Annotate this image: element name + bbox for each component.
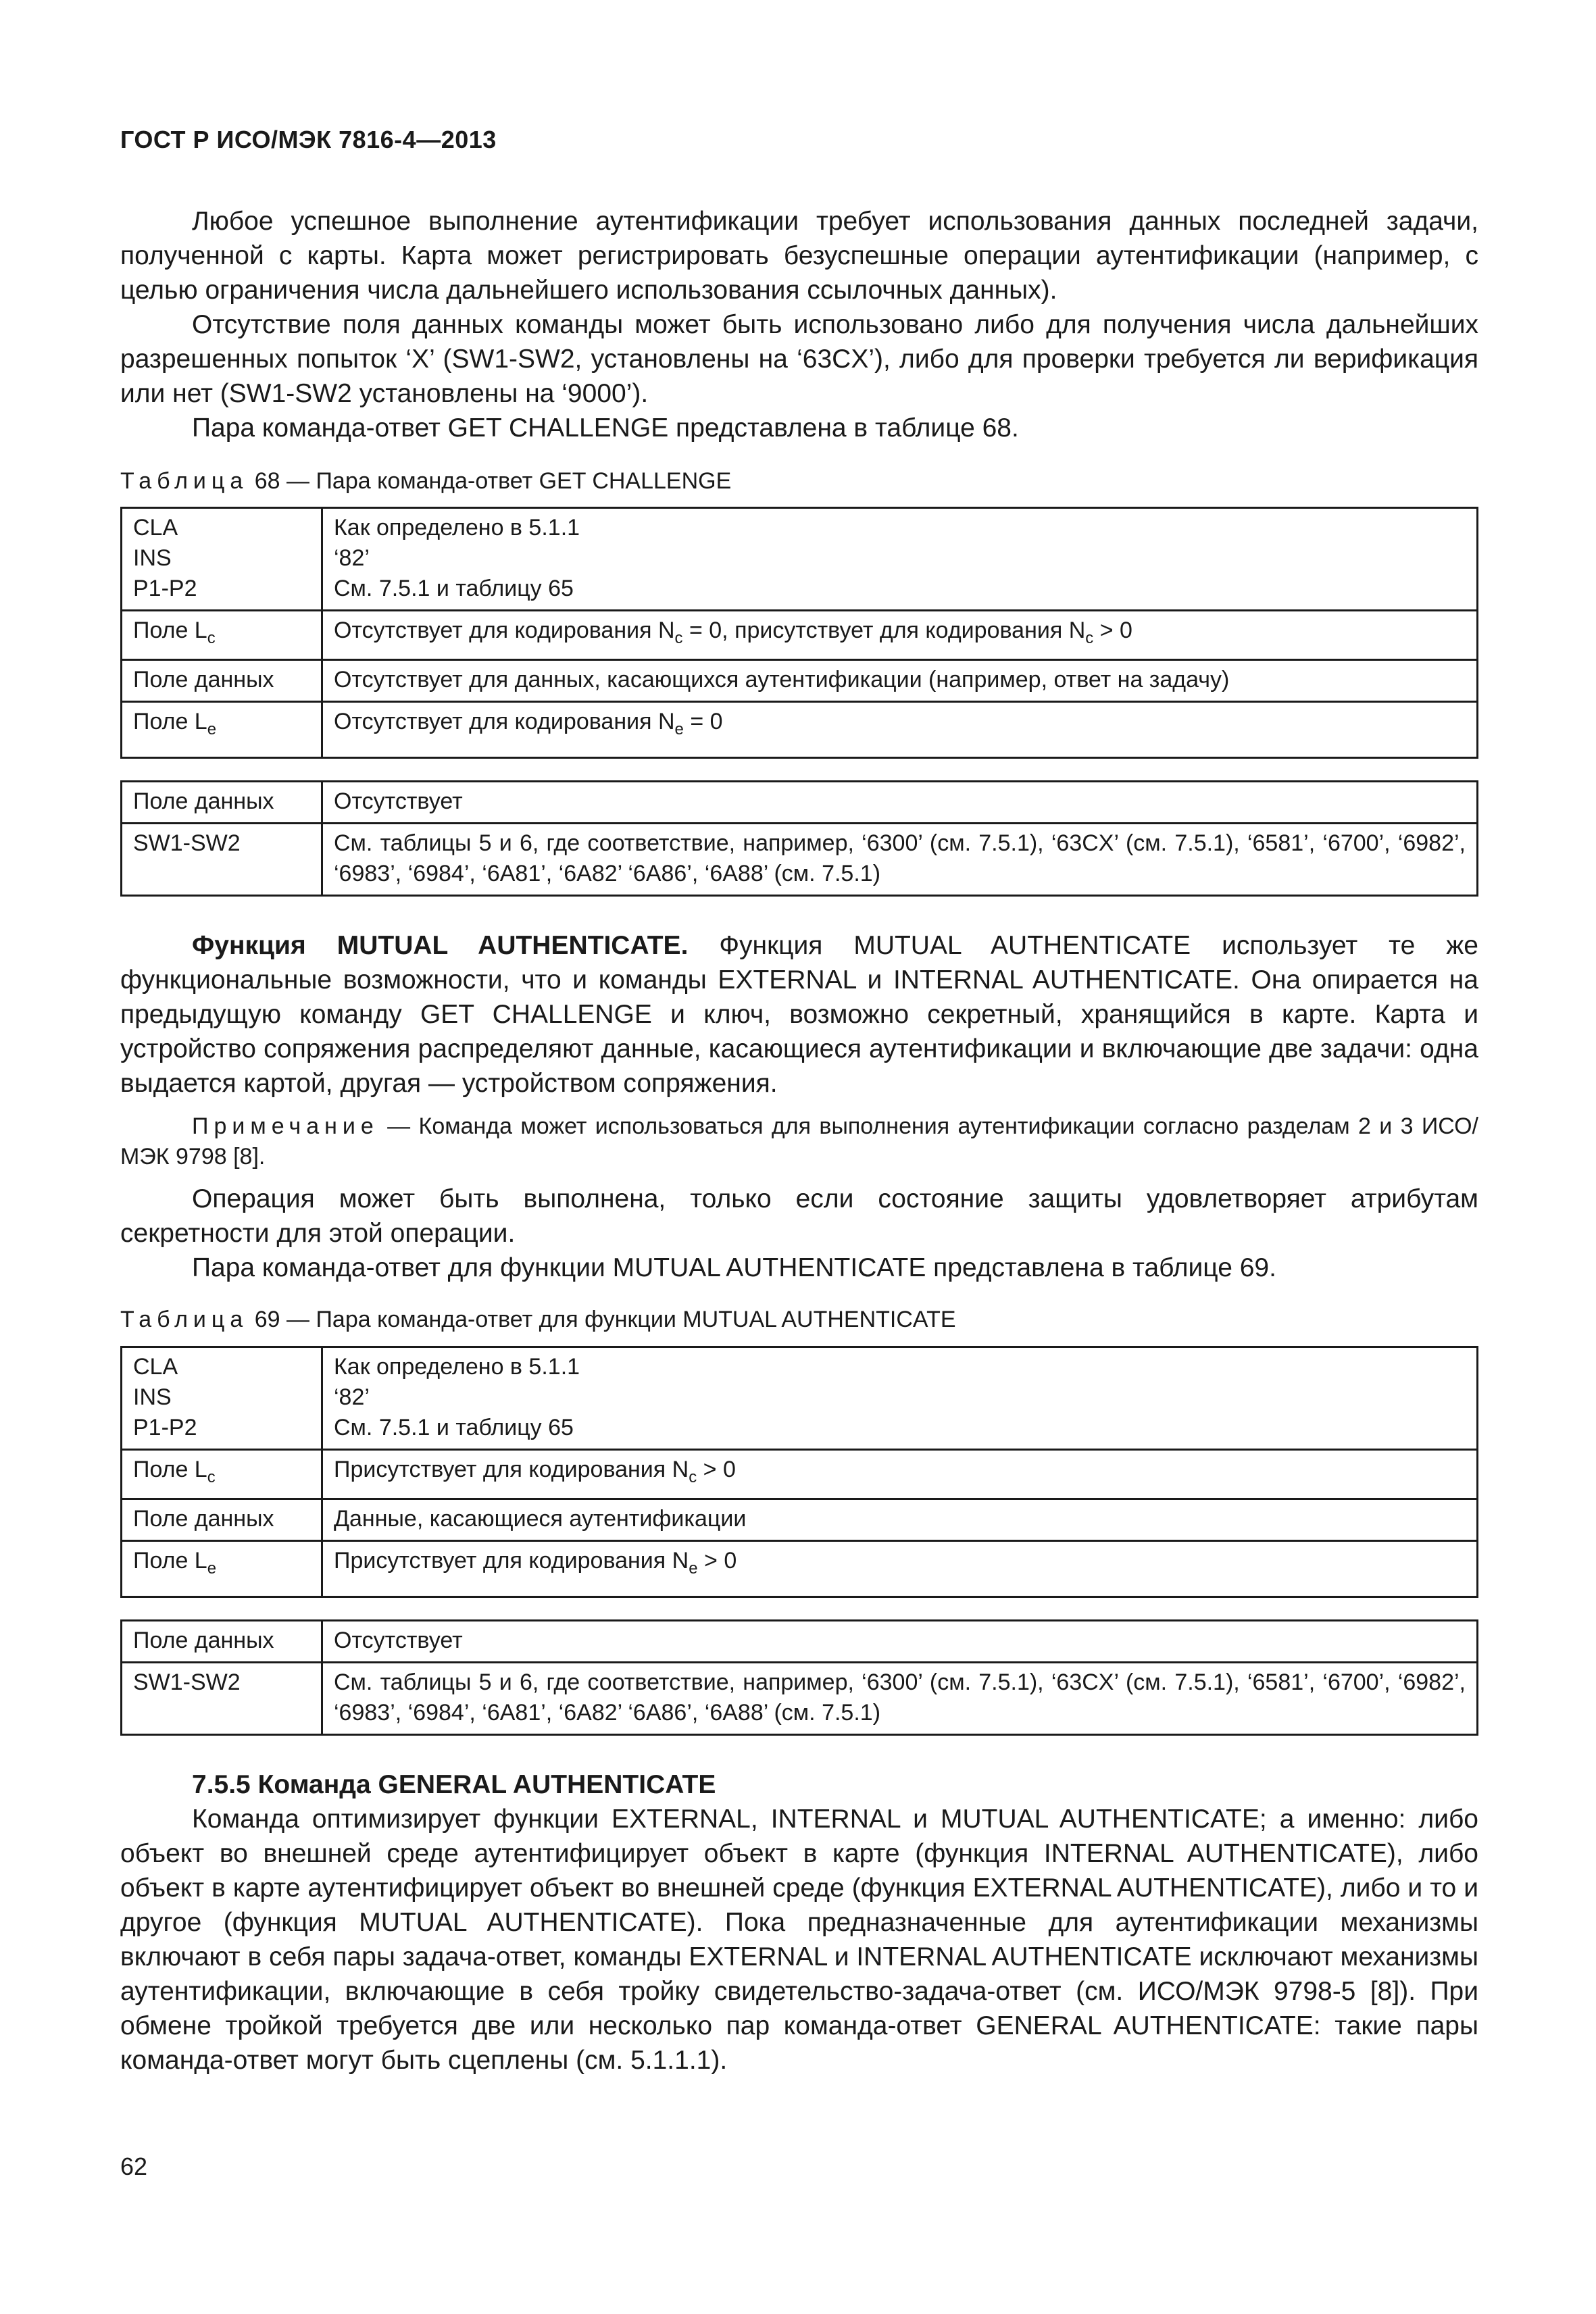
mutual-lead: Функция MUTUAL AUTHENTICATE. — [192, 931, 689, 960]
lc-label-cell — [122, 611, 322, 660]
table-row — [122, 1450, 1478, 1499]
p1p2-label: P1-P2 — [133, 1415, 197, 1440]
intro-section — [120, 204, 1478, 445]
table-row — [122, 1499, 1478, 1541]
le-label: Поле L — [133, 709, 207, 734]
lc-label: Поле L — [133, 618, 207, 643]
table-69-caption-prefix: Таблица — [120, 1307, 249, 1332]
le-value-cell — [322, 702, 1478, 758]
table-row — [122, 782, 1478, 824]
table-69-caption — [120, 1307, 956, 1333]
sw-value-cell: См. таблицы 5 и 6, где соответствие, например, ‘6300’ (см. 7.5.1), ‘63CX’ (см. 7.5.1), ‘6581’, ‘6700’, ‘6982’, ‘6983’, ‘6984’, ‘6A81’, ‘6A82’ ‘6A86’, ‘6A88’ (см. 7.5.1) — [322, 824, 1478, 896]
table-68-response — [120, 780, 1478, 897]
resp-data-label-cell: Поле данных — [122, 782, 322, 824]
ins-value: ‘82’ — [334, 1384, 370, 1410]
lc-label: Поле L — [133, 1457, 207, 1482]
table-69-caption-text: 69 — Пара команда-ответ для функции MUTUAL AUTHENTICATE — [248, 1307, 956, 1332]
general-paragraph-1: Команда оптимизирует функции EXTERNAL, INTERNAL и MUTUAL AUTHENTICATE; а именно: либо объект во внешней среде аутентифицирует объект в карте (функция INTERNAL AUTHENTICATE), либо объект в карте аутентифицирует объект во внешней среде (функция EXTERNAL AUTHENTICATE), либо и то и другое (функция MUTUAL AUTHENTICATE). Пока предназначенные для аутентификации механизмы включают в себя пары задача-ответ, команды EXTERNAL и INTERNAL AUTHENTICATE исключают механизмы аутентификации, включающие в себя тройку свидетельство-задача-ответ (см. ИСО/МЭК 9798-5 [8]). При обмене тройкой требуется две или несколько пар команда-ответ GENERAL AUTHENTICATE: такие пары команда-ответ могут быть сцеплены (см. 5.1.1.1). — [120, 1805, 1478, 2075]
lc-value-sub-2: c — [1085, 629, 1094, 647]
lc-value-cell — [322, 611, 1478, 660]
table-row — [122, 1541, 1478, 1597]
le-label-cell — [122, 1541, 322, 1597]
intro-paragraph-1: Любое успешное выполнение аутентификации требует использования данных последней задачи, полученной с карты. Карта может регистрировать безуспешные операции аутентификации (например, с целью ограничения числа дальнейшего использования ссылочных данных). — [120, 207, 1478, 305]
table-row — [122, 824, 1478, 896]
document-header: ГОСТ Р ИСО/МЭК 7816-4—2013 — [120, 126, 497, 153]
lc-label-cell — [122, 1450, 322, 1499]
sw-value-cell: См. таблицы 5 и 6, где соответствие, например, ‘6300’ (см. 7.5.1), ‘63CX’ (см. 7.5.1), ‘6581’, ‘6700’, ‘6982’, ‘6983’, ‘6984’, ‘6A81’, ‘6A82’ ‘6A86’, ‘6A88’ (см. 7.5.1) — [322, 1663, 1478, 1735]
mutual-section — [120, 928, 1478, 1285]
lc-label-sub: c — [207, 629, 216, 647]
ins-label: INS — [133, 545, 172, 571]
resp-data-value-cell: Отсутствует — [322, 782, 1478, 824]
page-number: 62 — [120, 2153, 148, 2180]
table-68-caption — [120, 468, 731, 495]
le-value-sub: e — [689, 1559, 698, 1578]
table-row — [122, 1621, 1478, 1663]
table-row — [122, 702, 1478, 758]
le-value-a: Отсутствует для кодирования N — [334, 709, 675, 734]
lc-value-sub-1: c — [674, 629, 683, 647]
table-cell-values — [322, 1347, 1478, 1450]
le-value-cell — [322, 1541, 1478, 1597]
cla-label: CLA — [133, 1354, 178, 1380]
intro-paragraph-2: Отсутствие поля данных команды может быть использовано либо для получения числа дальнейших разрешенных попыток ‘X’ (SW1-SW2, установлены на ‘63CX’), либо для проверки требуется ли верификация или нет (SW1-SW2 установлены на ‘9000’). — [120, 310, 1478, 408]
table-row — [122, 1347, 1478, 1450]
section-title: 7.5.5 Команда GENERAL AUTHENTICATE — [192, 1770, 716, 1799]
data-value-cell: Отсутствует для данных, касающихся аутентификации (например, ответ на задачу) — [322, 660, 1478, 702]
table-row — [122, 508, 1478, 611]
lc-value-cell — [322, 1450, 1478, 1499]
table-cell-labels — [122, 1347, 322, 1450]
lc-value-c: > 0 — [1093, 618, 1132, 643]
sw-label-cell: SW1-SW2 — [122, 824, 322, 896]
table-68-command — [120, 507, 1478, 759]
cla-value: Как определено в 5.1.1 — [334, 1354, 580, 1380]
table-68-caption-text: 68 — Пара команда-ответ GET CHALLENGE — [248, 468, 732, 494]
le-value-sub: e — [674, 720, 684, 738]
table-cell-values — [322, 508, 1478, 611]
table-cell-labels — [122, 508, 322, 611]
lc-value-a: Присутствует для кодирования N — [334, 1457, 689, 1482]
data-label-cell: Поле данных — [122, 660, 322, 702]
note-prefix: Примечание — [192, 1113, 379, 1139]
le-label-sub: e — [207, 720, 217, 738]
resp-data-value-cell: Отсутствует — [322, 1621, 1478, 1663]
lc-label-sub: c — [207, 1468, 216, 1486]
sw-label-cell: SW1-SW2 — [122, 1663, 322, 1735]
lc-value-sub: c — [689, 1468, 697, 1486]
le-label-cell — [122, 702, 322, 758]
mutual-note — [120, 1111, 1478, 1172]
cla-value: Как определено в 5.1.1 — [334, 515, 580, 540]
p1p2-label: P1-P2 — [133, 576, 197, 601]
general-section — [120, 1767, 1478, 2078]
mutual-paragraph-1 — [120, 928, 1478, 1101]
le-label-sub: e — [207, 1559, 217, 1578]
ins-value: ‘82’ — [334, 545, 370, 571]
mutual-paragraph-2: Операция может быть выполнена, только если состояние защиты удовлетворяет атрибутам секретности для этой операции. — [120, 1184, 1478, 1248]
table-69-response — [120, 1619, 1478, 1736]
le-value-a: Присутствует для кодирования N — [334, 1548, 689, 1574]
data-label-cell: Поле данных — [122, 1499, 322, 1541]
table-row — [122, 611, 1478, 660]
p1p2-value: См. 7.5.1 и таблицу 65 — [334, 1415, 574, 1440]
le-value-b: = 0 — [683, 709, 723, 734]
resp-data-label-cell: Поле данных — [122, 1621, 322, 1663]
table-row — [122, 660, 1478, 702]
le-label: Поле L — [133, 1548, 207, 1574]
lc-value-b: > 0 — [697, 1457, 736, 1482]
cla-label: CLA — [133, 515, 178, 540]
table-68-caption-prefix: Таблица — [120, 468, 249, 494]
ins-label: INS — [133, 1384, 172, 1410]
table-69-command — [120, 1346, 1478, 1598]
mutual-paragraph-3: Пара команда-ответ для функции MUTUAL AUTHENTICATE представлена в таблице 69. — [192, 1253, 1276, 1282]
lc-value-b: = 0, присутствует для кодирования N — [682, 618, 1086, 643]
lc-value-a: Отсутствует для кодирования N — [334, 618, 675, 643]
p1p2-value: См. 7.5.1 и таблицу 65 — [334, 576, 574, 601]
le-value-b: > 0 — [697, 1548, 737, 1574]
mutual-text: Функция MUTUAL AUTHENTICATE использует те же функциональные возможности, что и команды EXTERNAL и INTERNAL AUTHENTICATE. Она опирается на предыдущую команду GET CHALLENGE и ключ, возможно секретный, хранящийся в карте. Карта и устройство сопряжения распределяют данные, касающиеся аутентификации и включающие две задачи: одна выдается картой, другая — устройством сопряжения. — [120, 931, 1478, 1098]
note-text: — Команда может использоваться для выполнения аутентификации согласно разделам 2 и 3 ИСО/МЭК 9798 [8]. — [120, 1113, 1478, 1169]
intro-paragraph-3: Пара команда-ответ GET CHALLENGE представлена в таблице 68. — [192, 413, 1019, 443]
table-row — [122, 1663, 1478, 1735]
data-value-cell: Данные, касающиеся аутентификации — [322, 1499, 1478, 1541]
